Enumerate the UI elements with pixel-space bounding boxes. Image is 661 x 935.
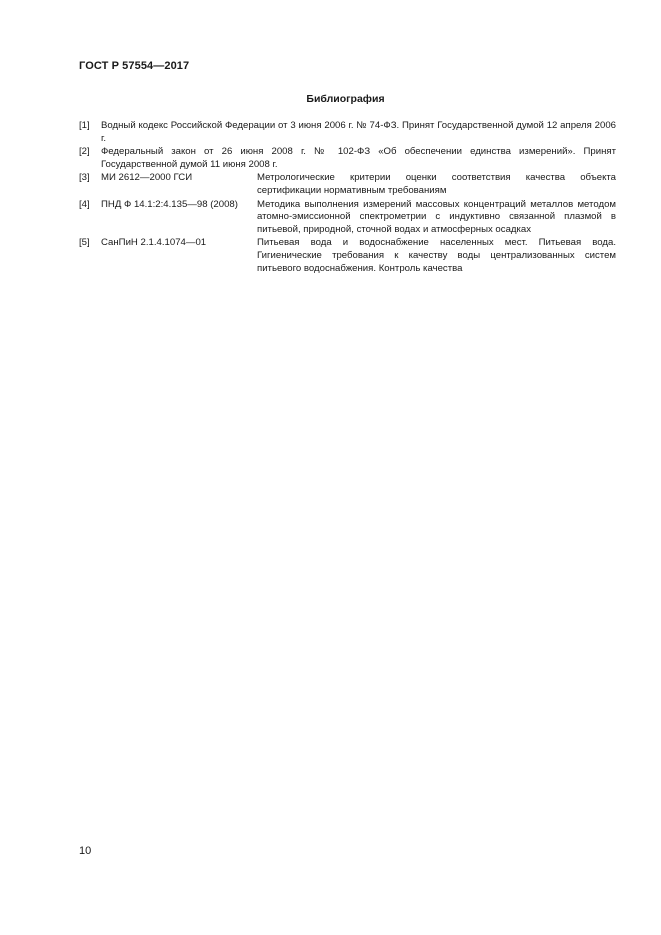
reference-4	[79, 199, 616, 237]
reference-code: СанПиН 2.1.4.1074—01	[101, 237, 207, 249]
reference-number: [5]	[79, 237, 90, 249]
reference-2	[79, 146, 616, 171]
bibliography-title	[0, 93, 661, 105]
reference-text: Федеральный закон от 26 июня 2008 г. № 102-ФЗ «Об обеспечении единства измерений». Принят Государственной думой 11 июня 2008 г.	[101, 146, 616, 170]
reference-code: ПНД Ф 14.1:2:4.135—98 (2008)	[101, 198, 238, 210]
reference-3	[79, 172, 616, 197]
reference-description: Метрологические критерии оценки соответствия качества объекта сертификации нормативным требованиям	[257, 172, 616, 196]
reference-1	[79, 120, 616, 145]
reference-number: [1]	[79, 120, 90, 131]
reference-description: Методика выполнения измерений массовых концентраций металлов методом атомно-эмиссионной спектрометрии с индуктивно связанной плазмой в питьевой, природной, сточной водах и атмосферных осадках	[257, 198, 616, 235]
bibliography-title-text: Библиография	[306, 93, 385, 105]
reference-5	[79, 237, 616, 275]
reference-text: Водный кодекс Российской Федерации от 3 июня 2006 г. № 74-ФЗ. Принят Государственной думой 12 апреля 2006 г.	[101, 120, 616, 144]
document-header: ГОСТ Р 57554—2017	[79, 60, 190, 72]
reference-code: МИ 2612—2000 ГСИ	[101, 172, 193, 184]
reference-number: [3]	[79, 172, 90, 184]
bibliography-list	[79, 120, 616, 276]
reference-number: [4]	[79, 198, 90, 210]
reference-description: Питьевая вода и водоснабжение населенных мест. Питьевая вода. Гигиенические требования к качеству воды централизованных систем питьевого водоснабжения. Контроль качества	[257, 237, 616, 274]
page-number: 10	[79, 845, 92, 857]
reference-number: [2]	[79, 146, 90, 158]
